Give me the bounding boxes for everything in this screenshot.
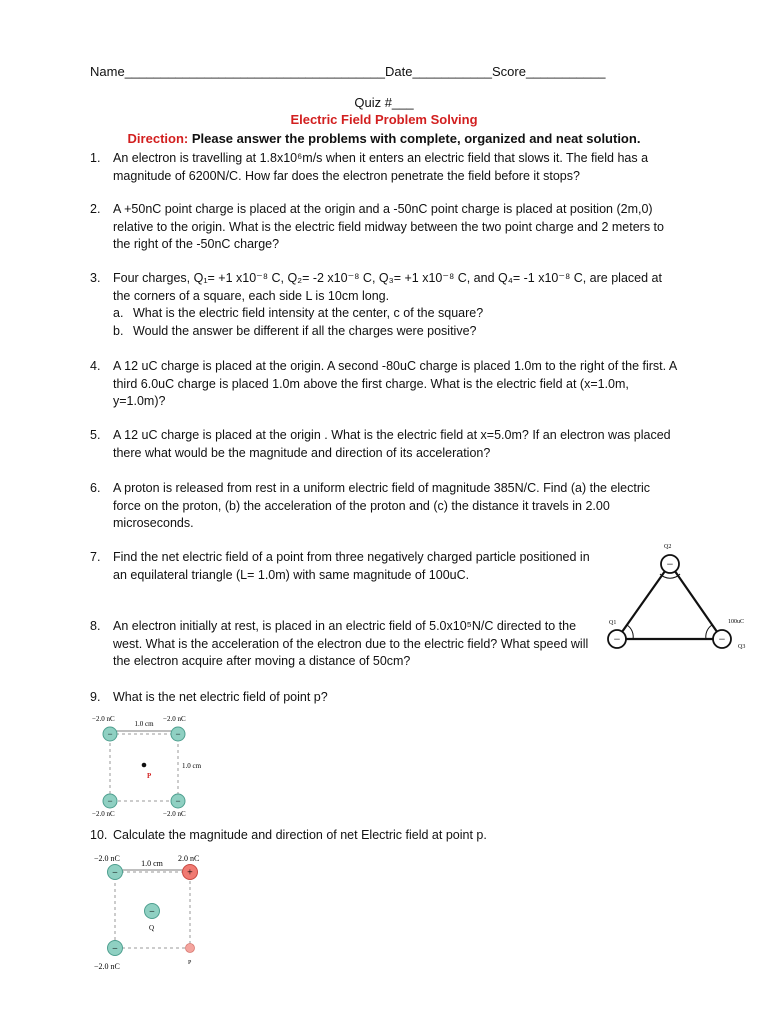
square-charges-diagram-q9 [86,710,246,822]
question-text: An electron is travelling at 1.8x10⁶m/s when it enters an electric field that slows it. The field has a magnitude of 6200N/C. How far does the electron penetrate the field before it stops? [113,151,649,183]
score-blank[interactable]: ___________ [525,64,606,79]
direction-label: Direction: [127,131,189,146]
worksheet-title: Electric Field Problem Solving [290,112,478,127]
question-8 [90,618,590,671]
subquestion-a [113,305,680,323]
right-dimension-label: 1.0 cm [182,762,202,770]
subquestion-label: b. [113,323,124,338]
question-number: 8. [90,619,101,633]
q3-label: Q3 [738,644,746,650]
square-outline [110,734,178,801]
question-number: 9. [90,690,101,704]
subquestion-text: Would the answer be different if all the charges were positive? [133,323,477,338]
question-text: A +50nC point charge is placed at the origin and a -50nC point charge is placed at position (2m,0) relative to the origin. What is the electric field midway between the two point charge and 2 meters to the right of the -50nC charge? [113,202,664,251]
question-1 [90,150,680,185]
square-charges-diagram-q10 [88,848,228,972]
question-text: A 12 uC charge is placed at the origin . What is the electric field at x=5.0m? If an electron was placed there what would be the magnitude and direction of its acceleration? [113,428,671,460]
top-right-charge-label: 2.0 nC [178,854,200,863]
charge-sign: − [718,632,726,646]
svg-text:+: + [187,867,193,879]
date-blank[interactable]: ___________ [412,64,492,79]
svg-text:−: − [175,796,181,806]
angle-arc [706,625,712,639]
charge-sign: − [666,557,674,571]
angle-arc [627,625,633,639]
question-text: Four charges, Q₁= +1 x10⁻⁸ C, Q₂= -2 x10⁻⁸ C, Q₃= +1 x10⁻⁸ C, and Q₄= -1 x10⁻⁸ C, are placed at the corners of a square, each side L is 10cm long. [113,271,662,303]
svg-text:−: − [112,867,118,879]
score-label: Score [491,64,526,79]
question-number: 10. [90,828,108,842]
negative-charge [103,727,117,741]
question-9 [90,689,680,707]
q1-label: Q1 [609,620,617,626]
point-p-label: P [188,960,192,966]
svg-text:−: − [107,729,113,739]
top-dimension-label: 1.0 cm [141,859,163,868]
date-label: Date [384,64,413,79]
positive-charge [183,865,198,880]
question-text: Find the net electric field of a point from three negatively charged particle positioned in an equilateral triangle (L= 1.0m) with same magnitude of 100uC. [113,550,590,582]
center-charge-q [145,904,160,919]
bottom-right-charge-label: −2.0 nC [163,810,186,818]
name-blank[interactable]: ____________________________________ [124,64,385,79]
top-left-charge-label: −2.0 nC [92,715,115,723]
charge-magnitude-label: 100uC [728,619,745,625]
question-number: 1. [90,151,101,165]
question-3 [90,270,680,340]
question-number: 7. [90,550,101,564]
negative-charge [103,794,117,808]
question-10 [90,827,680,845]
point-p-label: P [147,772,152,780]
bottom-left-charge-label: −2.0 nC [92,810,115,818]
point-p-dot [142,763,147,768]
question-text: What is the net electric field of point p? [113,690,328,704]
subquestion-label: a. [113,306,124,320]
question-text: A proton is released from rest in a uniform electric field of magnitude 385N/C. Find (a) the electric force on the proton, (b) the acceleration of the proton and (c) the distance it travels in 2.00 microseconds. [113,481,651,530]
point-p-marker [186,944,195,953]
negative-charge [171,727,185,741]
direction-line [0,131,768,146]
svg-text:−: − [112,943,118,955]
svg-text:−: − [107,796,113,806]
q2-label: Q2 [664,544,672,550]
quiz-number: Quiz #___ [354,95,414,110]
subquestion-text: What is the electric field intensity at the center, c of the square? [133,306,484,320]
worksheet-header [90,64,605,79]
name-label: Name [90,64,125,79]
top-left-charge-label: −2.0 nC [94,854,120,863]
question-text: An electron initially at rest, is placed in an electric field of 5.0x10⁵N/C directed to the west. What is the acceleration of the electron due to the electric field? What speed will the electron acquire after moving a distance of 50cm? [113,619,589,668]
question-number: 2. [90,202,101,216]
question-text: A 12 uC charge is placed at the origin. A second -80uC charge is placed 1.0m to the right of the first. A third 6.0uC charge is placed 1.0m above the first charge. What is the electric field at (x=1.0m, y=1.0m)? [113,359,677,408]
question-5 [90,427,680,462]
question-number: 6. [90,481,101,495]
question-7 [90,549,590,584]
svg-text:−: − [175,729,181,739]
question-number: 5. [90,428,101,442]
equilateral-triangle-diagram [600,538,760,668]
question-number: 4. [90,359,101,373]
subquestion-b [113,323,680,341]
svg-text:−: − [149,906,155,918]
question-number: 3. [90,271,101,285]
question-4 [90,358,680,411]
question-text: Calculate the magnitude and direction of net Electric field at point p. [113,828,487,842]
negative-charge [108,941,123,956]
question-2 [90,201,680,254]
negative-charge [108,865,123,880]
negative-charge [171,794,185,808]
charge-sign: − [613,632,621,646]
direction-text: Please answer the problems with complete, organized and neat solution. [188,131,641,146]
bottom-left-charge-label: −2.0 nC [94,962,120,971]
top-right-charge-label: −2.0 nC [163,715,186,723]
top-dimension-label: 1.0 cm [134,720,154,728]
triangle-outline [617,564,722,639]
question-6 [90,480,680,533]
center-charge-label: Q [149,924,155,932]
